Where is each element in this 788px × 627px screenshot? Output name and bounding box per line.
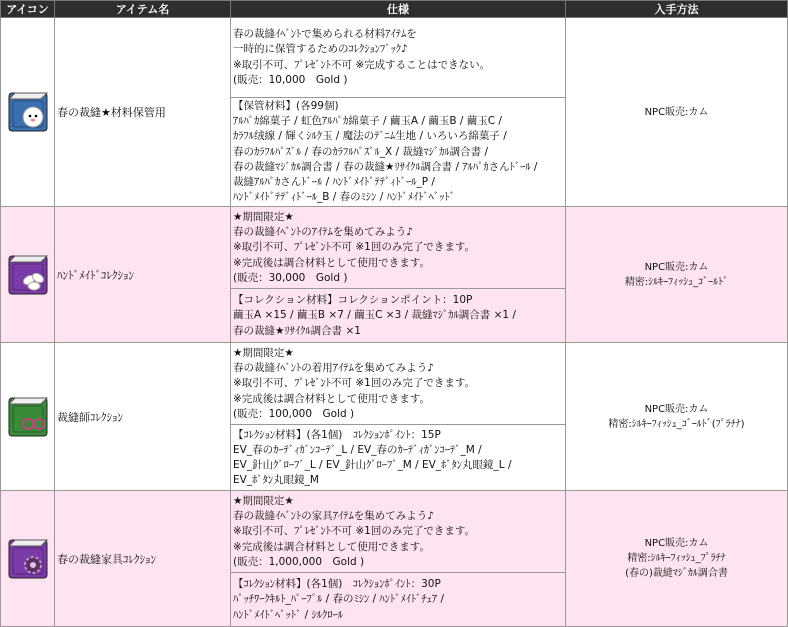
blue-book-sheep-icon [3,87,53,137]
spec-line: ※取引不可、ﾌﾟﾚｾﾞﾝﾄ不可 ※1回のみ完了できます。 [233,525,476,538]
acquire-line: NPC販売:カム [644,106,709,118]
spec-line: ★期間限定★ [233,346,294,359]
material-line: 春の裁縫★ﾘｻｲｸﾙ調合書 ×1 [233,324,361,337]
spec-description [231,343,566,425]
acquire-method [566,491,788,627]
material-line: ﾊﾝﾄﾞﾒｲﾄﾞﾃﾃﾞｨﾄﾞｰﾙ_B / 春のﾐｼﾝ / ﾊﾝﾄﾞﾒｲﾄﾞﾍﾞｯﾄﾞ [233,191,455,204]
item-name: 春の裁縫★材料保管用 [55,18,231,207]
spec-line: ★期間限定★ [233,494,294,507]
spec-description [231,491,566,573]
material-line: ﾊﾟｯﾁﾜｰｸｷﾙﾄ_ﾊﾟｰﾌﾟﾙ / 春のﾐｼﾝ / ﾊﾝﾄﾞﾒｲﾄﾞﾁｪｱ / [233,593,445,606]
spec-line: 春の裁縫ｲﾍﾞﾝﾄの着用ｱｲﾃﾑを集めてみよう♪ [233,362,434,375]
acquire-method [566,18,788,207]
material-line: EV_春のｶｰﾃﾞｨｶﾞﾝｺｰﾃﾞ_L / EV_春のｶｰﾃﾞｨｶﾞﾝｺｰﾃﾞ_M / [233,443,482,456]
acquire-line: 精密:ｼﾙｷｰﾌｨｯｼｭ_ﾌﾟﾗﾁﾅ [627,553,726,565]
spec-line: (販売：100,000 Gold ) [233,407,355,420]
acquire-line: 精密:ｼﾙｷｰﾌｨｯｼｭ_ｺﾞｰﾙﾄﾞ(ﾌﾟﾗﾁﾅ) [608,418,745,430]
acquire-line: NPC販売:カム [644,538,709,550]
material-line: 【コレクション材料】コレクションポイント：10P [233,294,473,307]
acquire-line: NPC販売:カム [644,261,709,273]
acquire-method [566,207,788,343]
table-row [1,207,788,289]
spec-description [231,18,566,98]
spec-materials [231,289,566,343]
spec-materials [231,425,566,491]
spec-line: ※取引不可、ﾌﾟﾚｾﾞﾝﾄ不可 ※1回のみ完了できます。 [233,241,476,254]
spec-description [231,207,566,289]
material-line: ｱﾙﾊﾟｶ綿菓子 / 虹色ｱﾙﾊﾟｶ綿菓子 / 繭玉A / 繭玉B / 繭玉C / [233,115,502,128]
header-spec: 仕様 [231,1,566,18]
material-line: ﾊﾝﾄﾞﾒｲﾄﾞﾍﾞｯﾄﾞ / ｼﾙｸﾛｰﾙ [233,608,343,621]
spec-line: 春の裁縫ｲﾍﾞﾝﾄのｱｲﾃﾑを集めてみよう♪ [233,226,413,239]
material-line: 【ｺﾚｸｼｮﾝ材料】(各1個) ｺﾚｸｼｮﾝﾎﾟｲﾝﾄ：15P [233,428,441,441]
item-icon-cell [1,343,55,491]
material-line: 【保管材料】(各99個) [233,100,339,112]
spec-line: (販売：1,000,000 Gold ) [233,555,365,568]
table-row [1,491,788,573]
spec-line: 春の裁縫ｲﾍﾞﾝﾄで集められる材料ｱｲﾃﾑを [233,28,417,41]
spec-line: ※取引不可、ﾌﾟﾚｾﾞﾝﾄ不可 ※1回のみ完了できます。 [233,377,476,390]
material-line: 【ｺﾚｸｼｮﾝ材料】(各1個) ｺﾚｸｼｮﾝﾎﾟｲﾝﾄ：30P [233,578,441,591]
material-line: ｶﾗﾌﾙ绒線 / 輝くｼﾙｸ玉 / 魔法のﾃﾞﾆﾑ生地 / いろいろ綿菓子 / [233,130,507,143]
spec-line: ★期間限定★ [233,210,294,223]
spec-line: (販売：10,000 Gold ) [233,73,348,86]
acquire-line: (春の)裁縫ﾏｼﾞｶﾙ調合書 [625,568,728,580]
item-name: 裁縫師ｺﾚｸｼｮﾝ [55,343,231,491]
item-name: 春の裁縫家具ｺﾚｸｼｮﾝ [55,491,231,627]
material-line: 春の裁縫ﾏｼﾞｶﾙ調合書 / 春の裁縫★ﾘｻｲｸﾙ調合書 / ｱﾙﾊﾟｶさんﾄﾞｰﾙ / [233,160,538,173]
acquire-line: NPC販売:カム [644,403,709,415]
item-name: ﾊﾝﾄﾞﾒｲﾄﾞｺﾚｸｼｮﾝ [55,207,231,343]
header-acquire: 入手方法 [566,1,788,18]
spec-line: ※完成後は調合材料として使用できます。 [233,540,430,553]
spec-line: 春の裁縫ｲﾍﾞﾝﾄの家具ｱｲﾃﾑを集めてみよう♪ [233,510,434,523]
spec-line: ※完成後は調合材料として使用できます。 [233,392,430,405]
purple-book-flower-icon [3,534,53,584]
material-line: 裁縫ｱﾙﾊﾟｶさんﾄﾞｰﾙ / ﾊﾝﾄﾞﾒｲﾄﾞﾃﾃﾞｨﾄﾞｰﾙ_P / [233,176,435,189]
spec-line: ※完成後は調合材料として使用できます。 [233,256,430,269]
material-line: 春のｶﾗﾌﾙﾊﾟｽﾞﾙ / 春のｶﾗﾌﾙﾊﾟｽﾞﾙ_X / 裁縫ﾏｼﾞｶﾙ調合書 / [233,145,488,158]
header-row [1,1,788,18]
purple-book-cotton-icon [3,250,53,300]
spec-line: 一時的に保管するためのｺﾚｸｼｮﾝﾌﾞｯｸ♪ [233,43,408,56]
acquire-method [566,343,788,491]
header-icon: アイコン [1,1,55,18]
material-line: 繭玉A ×15 / 繭玉B ×7 / 繭玉C ×3 / 裁縫ﾏｼﾞｶﾙ調合書 ×1 / [233,309,516,322]
table-row [1,18,788,98]
item-icon-cell [1,18,55,207]
table-row [1,343,788,425]
acquire-line: 精密:ｼﾙｷｰﾌｨｯｼｭ_ｺﾞｰﾙﾄﾞ [624,276,729,288]
item-icon-cell [1,491,55,627]
header-name: アイテム名 [55,1,231,18]
item-icon-cell [1,207,55,343]
green-book-glasses-icon [3,392,53,442]
material-line: EV_ﾎﾞﾀﾝ丸眼鏡_M [233,474,319,487]
spec-line: ※取引不可、ﾌﾟﾚｾﾞﾝﾄ不可 ※完成することはできない。 [233,58,491,71]
spec-materials [231,98,566,207]
spec-line: (販売：30,000 Gold ) [233,271,348,284]
material-line: EV_針山ｸﾞﾛｰﾌﾞ_L / EV_針山ｸﾞﾛｰﾌﾞ_M / EV_ﾎﾞﾀﾝ丸眼鏡_L / [233,458,512,471]
